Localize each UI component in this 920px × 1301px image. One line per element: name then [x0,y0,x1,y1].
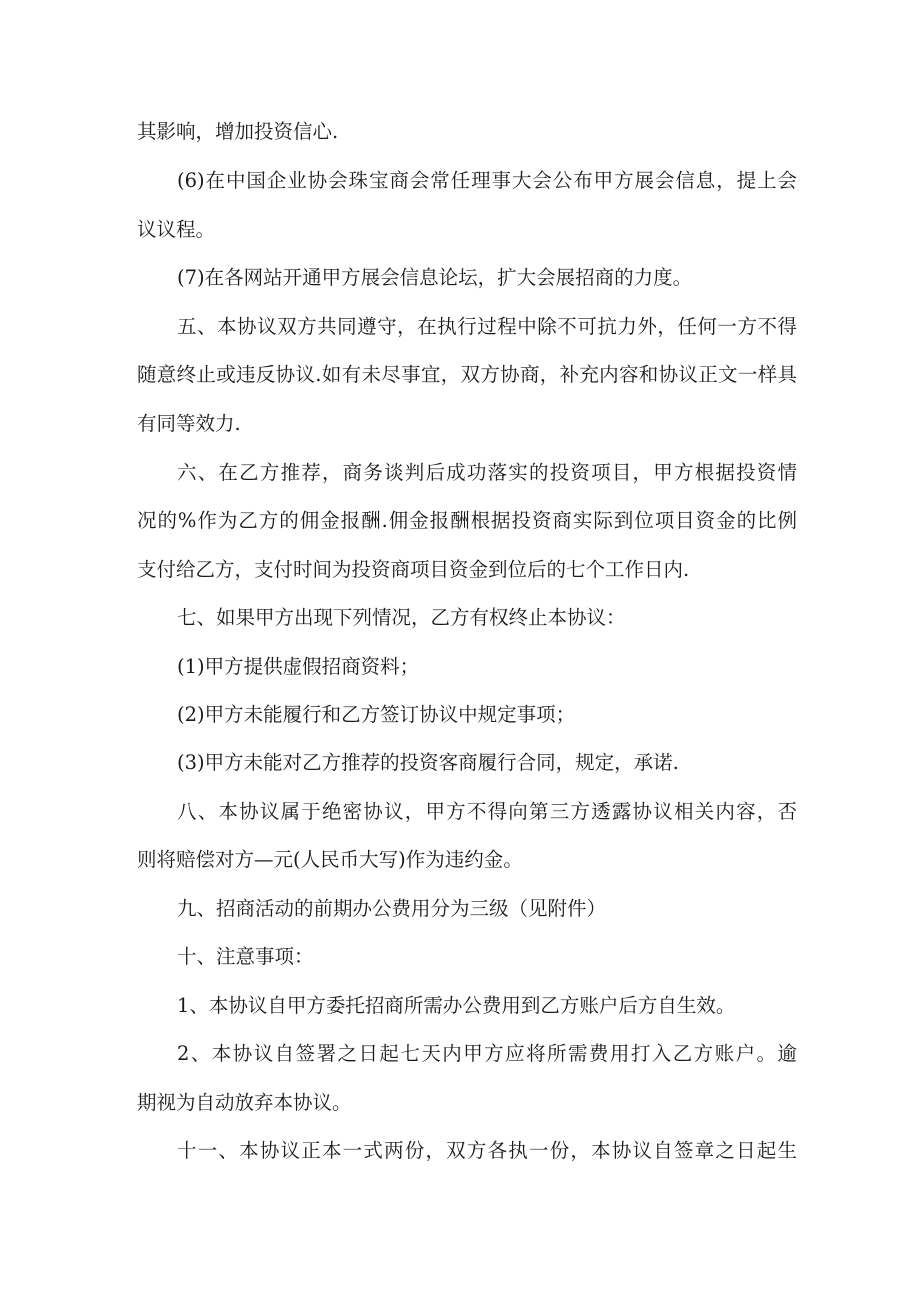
text-line: 其影响，增加投资信心. [137,120,339,143]
text-line: 2、本协议自签署之日起七天内甲方应将所需费用打入乙方账户。逾 [177,1042,797,1065]
text-line: (2)甲方未能履行和乙方签订协议中规定事项； [177,703,576,726]
text-line: 随意终止或违反协议.如有未尽事宜，双方协商，补充内容和协议正文一样具 [137,363,797,386]
text-line: (6)在中国企业协会珠宝商会常任理事大会公布甲方展会信息，提上会 [177,169,797,192]
text-line: (7)在各网站开通甲方展会信息论坛，扩大会展招商的力度。 [177,266,693,289]
text-line: 十一、本协议正本一式两份，双方各执一份，本协议自签章之日起生 [177,1139,797,1162]
text-line: 五、本协议双方共同遵守，在执行过程中除不可抗力外，任何一方不得 [177,315,797,338]
text-line: 期视为自动放弃本协议。 [137,1091,352,1114]
text-line: 则将赔偿对方—元(人民币大写)作为违约金。 [137,848,523,871]
text-line: 有同等效力. [137,412,241,435]
text-line: 1、本协议自甲方委托招商所需办公费用到乙方账户后方自生效。 [177,994,736,1017]
text-line: 况的%作为乙方的佣金报酬.佣金报酬根据投资商实际到位项目资金的比例 [137,509,797,532]
text-line: 七、如果甲方出现下列情况，乙方有权终止本协议： [177,606,626,629]
text-line: 九、招商活动的前期办公费用分为三级（见附件） [177,897,607,920]
text-line: (1)甲方提供虚假招商资料； [177,655,420,678]
text-line: 支付给乙方，支付时间为投资商项目资金到位后的七个工作日内. [137,558,690,581]
text-line: 十、注意事项： [177,945,314,968]
text-line: 议议程。 [137,218,216,241]
text-line: (3)甲方未能对乙方推荐的投资客商履行合同，规定，承诺. [177,751,679,774]
text-line: 八、本协议属于绝密协议，甲方不得向第三方透露协议相关内容，否 [177,800,797,823]
text-line: 六、在乙方推荐，商务谈判后成功落实的投资项目，甲方根据投资情 [177,461,797,484]
